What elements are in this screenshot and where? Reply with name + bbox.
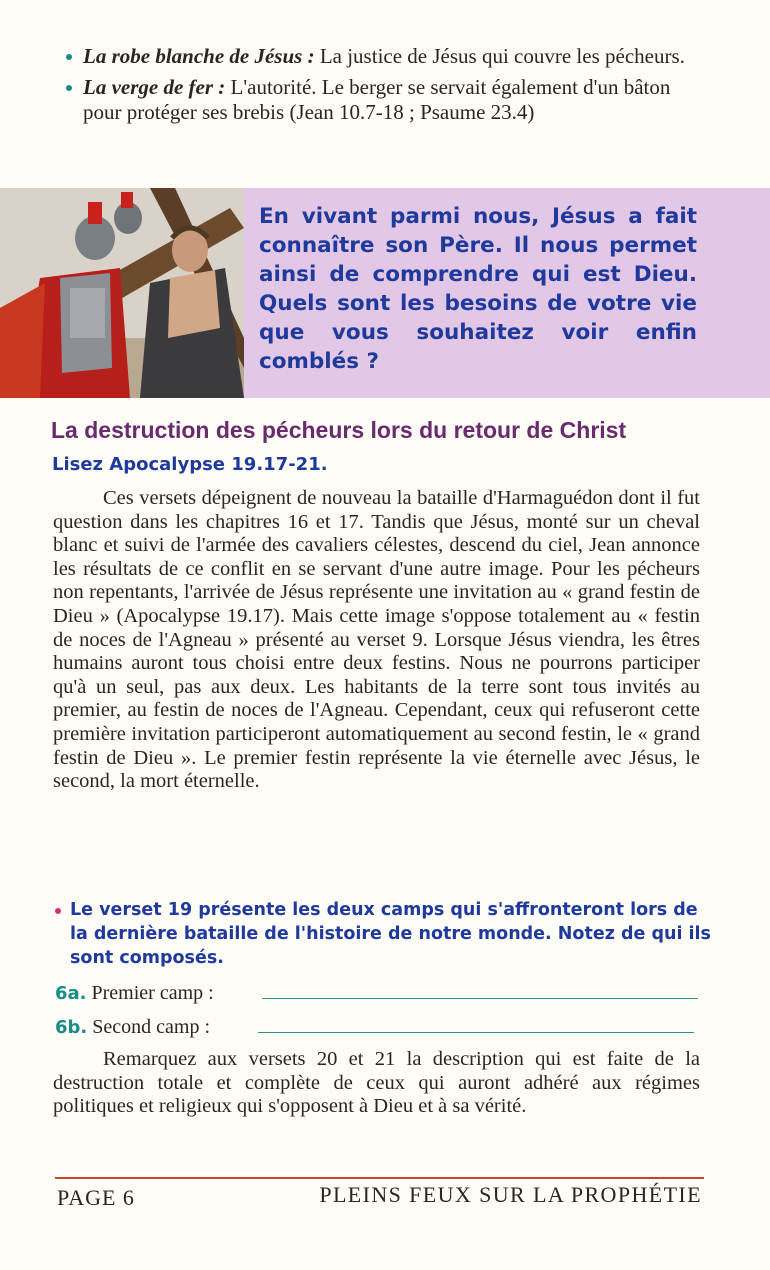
highlight-banner bbox=[0, 188, 770, 398]
answer-number: 6b. bbox=[55, 1017, 88, 1038]
page-number: PAGE 6 bbox=[57, 1185, 135, 1210]
study-question bbox=[55, 898, 720, 970]
answer-number: 6a. bbox=[55, 983, 87, 1004]
bullet-dot-icon bbox=[66, 85, 72, 91]
publication-title: PLEINS FEUX SUR LA PROPHÉTIE bbox=[319, 1182, 702, 1207]
definition-item bbox=[66, 75, 706, 125]
bullet-dot-icon bbox=[55, 908, 61, 914]
definition-term: La robe blanche de Jésus : bbox=[83, 44, 315, 68]
reading-reference: Lisez Apocalypse 19.17-21. bbox=[52, 454, 328, 475]
question-text: Le verset 19 présente les deux camps qui s'affronteront lors de la dernière bataille de l'histoire de notre monde. Notez de qui ils sont composés. bbox=[70, 900, 711, 968]
answer-label: Second camp : bbox=[87, 1016, 210, 1038]
footer-divider bbox=[55, 1177, 704, 1179]
definition-text: La justice de Jésus qui couvre les pécheurs. bbox=[314, 44, 685, 68]
section-title: La destruction des pécheurs lors du retour de Christ bbox=[51, 417, 627, 443]
answer-label: Premier camp : bbox=[86, 982, 214, 1004]
body-paragraph: Ces versets dépeignent de nouveau la bataille d'Harmaguédon dont il fut question dans les chapitres 16 et 17. Tandis que Jésus, monté sur un cheval blanc et suivi de l'armée des cavaliers célestes, descend du ciel, Jean annonce les résultats de ce conflit en se servant d'une autre image. Pour les pécheurs non repentants, l'arrivée de Jésus représente une invitation au « grand festin de Dieu » (Apocalypse 19.17). Mais cette image s'oppose totalement au « festin de noces de l'Agneau » présenté au verset 9. Lorsque Jésus viendra, les êtres humains auront tous choisi entre deux festins. Nous ne pourrons participer qu'à un seul, pas aux deux. Les habitants de la terre sont tous invités au premier, au festin de noces de l'Agneau. Cependant, ceux qui refuseront cette première invitation participeront automatiquement au second festin, le « grand festin de Dieu ». Le premier festin représente la vie éternelle avec Jésus, le second, la mort éternelle. bbox=[53, 487, 700, 793]
answer-line-6a[interactable] bbox=[262, 998, 698, 999]
body-paragraph: Remarquez aux versets 20 et 21 la description qui est faite de la destruction totale et complète de ceux qui auront adhéré aux régimes politiques et religieux qui s'opposent à Dieu et à sa vérité. bbox=[53, 1048, 700, 1118]
definition-text: L'autorité. Le berger se servait également d'un bâton pour protéger ses brebis (Jean 10.7-18 ; Psaume 23.4) bbox=[83, 75, 671, 124]
answer-row bbox=[55, 1016, 210, 1039]
definition-list bbox=[66, 44, 706, 131]
answer-row bbox=[55, 982, 214, 1005]
crucifixion-illustration bbox=[0, 188, 244, 398]
definition-term: La verge de fer : bbox=[83, 75, 226, 99]
answer-line-6b[interactable] bbox=[258, 1032, 694, 1033]
bullet-dot-icon bbox=[66, 54, 72, 60]
banner-question: En vivant parmi nous, Jésus a fait connaître son Père. Il nous permet ainsi de comprendre qui est Dieu. Quels sont les besoins de votre vie que vous souhaitez voir enfin comblés ? bbox=[259, 204, 697, 374]
definition-item bbox=[66, 44, 706, 69]
